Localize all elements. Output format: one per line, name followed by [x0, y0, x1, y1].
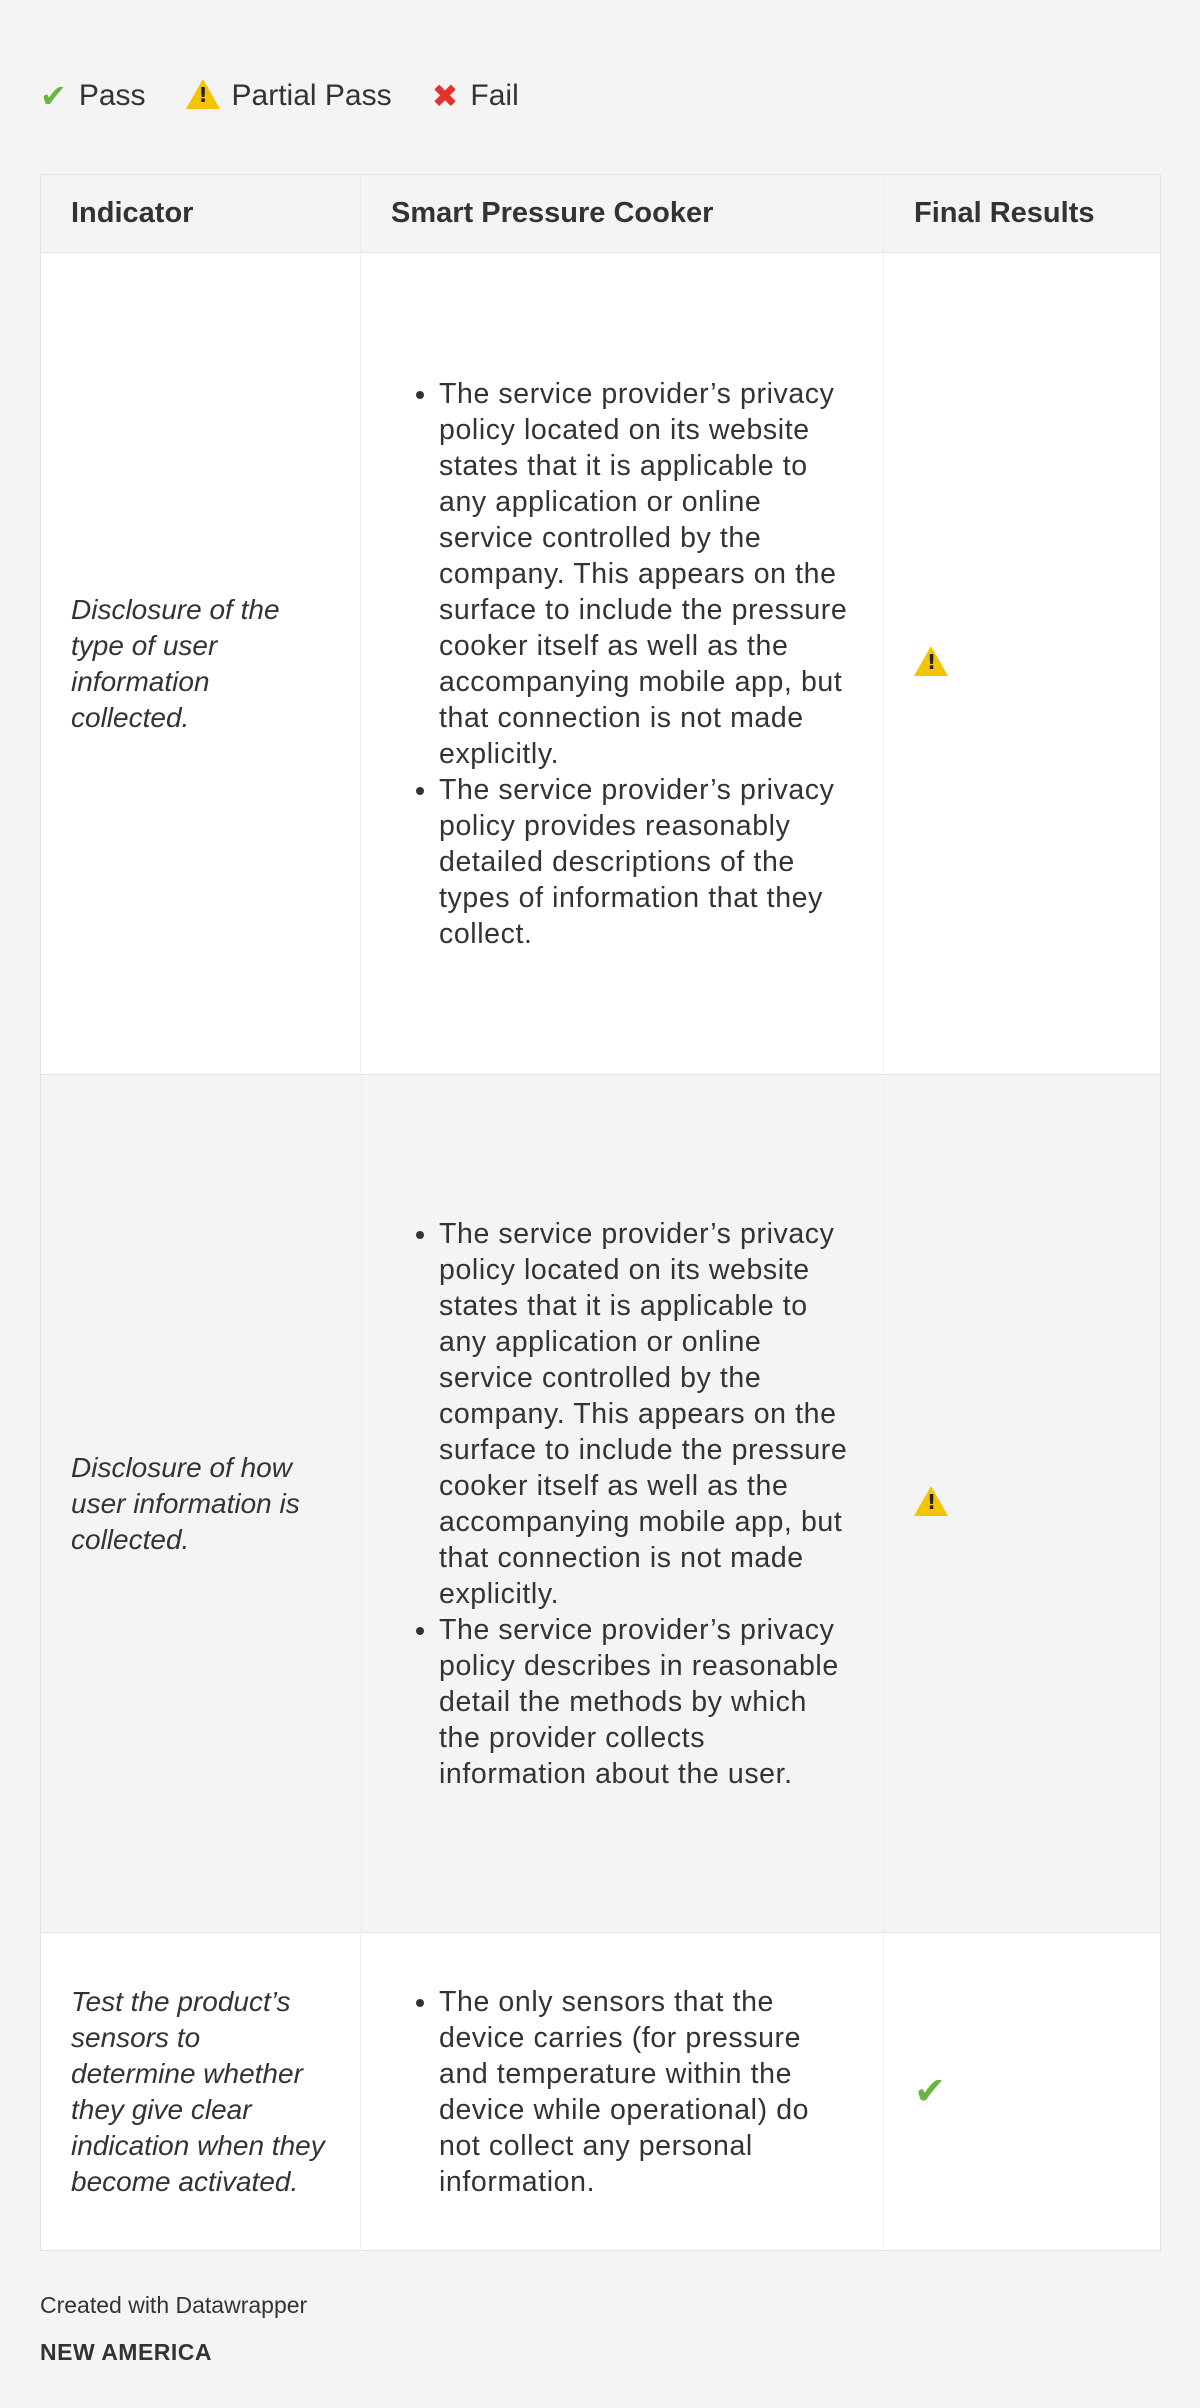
legend-item-pass [40, 79, 146, 113]
header-smart-pressure-cooker[interactable]: Smart Pressure Cooker [361, 175, 884, 253]
detail-item: • The service provider’s privacy policy provides reasonably detailed descriptions of the types of information that they collect. [439, 772, 853, 952]
cross-icon: ✖ [431, 78, 459, 114]
warning-icon [186, 79, 220, 114]
indicator-cell: Test the product’s sensors to determine whether they give clear indication when they become activated. [41, 1933, 361, 2251]
detail-item: • The service provider’s privacy policy located on its website states that it is applicable to any application or online service controlled by the company. This appears on the surface to include the pressure cooker itself as well as the accompanying mobile app, but that connection is not made explicitly. [439, 1216, 853, 1612]
legend [40, 74, 559, 118]
check-icon: ✔ [914, 2070, 946, 2113]
detail-item: • The only sensors that the device carries (for pressure and temperature within the device while operational) do not collect any personal information. [439, 1984, 853, 2200]
warning-icon [914, 1503, 948, 1520]
check-icon: ✔ [40, 78, 67, 114]
legend-label-pass: Pass [78, 79, 146, 112]
results-table [40, 174, 1161, 2251]
detail-cell [361, 1075, 884, 1933]
warning-icon [914, 663, 948, 680]
indicator-cell: Disclosure of the type of user information collected. [41, 253, 361, 1075]
table-row [41, 253, 1161, 1075]
legend-label-partial: Partial Pass [231, 79, 392, 112]
result-cell [884, 1933, 1161, 2251]
detail-cell [361, 253, 884, 1075]
table-row [41, 1075, 1161, 1933]
detail-list [361, 1984, 853, 2200]
footer-credit[interactable]: Created with Datawrapper [40, 2292, 308, 2318]
legend-item-partial [186, 79, 392, 114]
result-cell [884, 253, 1161, 1075]
legend-item-fail [432, 79, 519, 113]
header-indicator[interactable]: Indicator [41, 175, 361, 253]
detail-item: • The service provider’s privacy policy describes in reasonable detail the methods by which the provider collects information about the user. [439, 1612, 853, 1792]
detail-cell [361, 1933, 884, 2251]
footer-brand: NEW AMERICA [40, 2339, 213, 2365]
table-row [41, 1933, 1161, 2251]
detail-item: • The service provider’s privacy policy located on its website states that it is applicable to any application or online service controlled by the company. This appears on the surface to include the pressure cooker itself as well as the accompanying mobile app, but that connection is not made explicitly. [439, 376, 853, 772]
detail-list [361, 1216, 853, 1792]
detail-list [361, 376, 853, 952]
header-final-results[interactable]: Final Results [884, 175, 1161, 253]
result-cell [884, 1075, 1161, 1933]
legend-label-fail: Fail [470, 79, 519, 112]
table-header-row [41, 175, 1161, 253]
indicator-cell: Disclosure of how user information is collected. [41, 1075, 361, 1933]
